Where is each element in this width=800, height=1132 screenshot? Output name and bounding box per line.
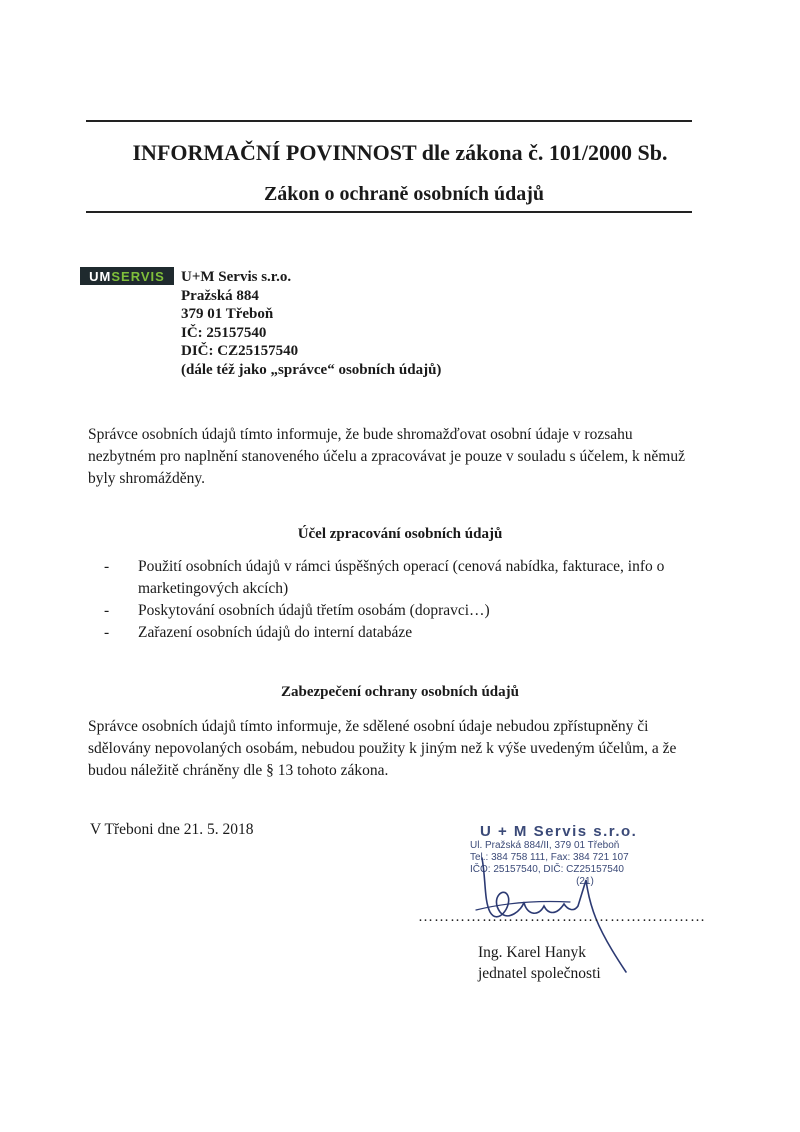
purpose-heading: Účel zpracování osobních údajů [297,526,503,542]
company-name: U+M Servis s.r.o. [181,269,292,285]
document-title: INFORMAČNÍ POVINNOST dle zákona č. 101/2000 Sb. [132,140,668,165]
company-info [181,268,441,379]
signer-role: jednatel společnosti [478,965,601,982]
security-heading: Zabezpečení ochrany osobních údajů [281,684,519,700]
company-ic: IČ: 25157540 [181,324,267,341]
list-item: - Zařazení osobních údajů do interní databáze [104,622,704,644]
intro-paragraph: Správce osobních údajů tímto informuje, že bude shromažďovat osobní údaje v rozsahu nezbytném pro naplnění stanoveného účelu a zpracovávat je pouze v souladu s účelem, k němuž byly shromážděny. [88,426,685,487]
company-logo [80,267,174,285]
security-paragraph: Správce osobních údajů tímto informuje, že sdělené osobní údaje nebudou zpřístupněny či sdělovány nepovolaných osobám, nebudou použity k jiným než k výše uvedeným účelům, a že budou náležitě chráněny dle § 13 tohoto zákona. [88,718,677,779]
stamp-ids: IČO: 25157540, DIČ: CZ25157540 [470,864,624,875]
logo-prefix: UM [89,268,112,284]
stamp-name: U + M Servis s.r.o. [480,823,638,840]
company-stamp [470,823,670,887]
company-city: 379 01 Třeboň [181,306,274,322]
company-note: (dále též jako „správce“ osobních údajů) [181,361,442,378]
stamp-number: (21) [576,876,594,887]
signature-line: ……………………………………………… [418,909,706,925]
logo-text: SERVIS [111,268,165,284]
purpose-list [104,556,704,644]
signer-block [478,942,601,984]
date-place: V Třeboni dne 21. 5. 2018 [90,821,254,838]
document-subtitle: Zákon o ochraně osobních údajů [263,183,545,205]
stamp-phone: Tel.: 384 758 111, Fax: 384 721 107 [470,852,629,863]
company-dic: DIČ: CZ25157540 [181,343,299,359]
bottom-rule [86,211,692,213]
top-rule [86,120,692,122]
company-street: Pražská 884 [181,287,259,304]
stamp-address: Ul. Pražská 884/II, 379 01 Třeboň [470,840,620,851]
signer-name: Ing. Karel Hanyk [478,944,587,961]
list-item: - Poskytování osobních údajů třetím osobám (dopravci…) [104,600,704,622]
list-item: - Použití osobních údajů v rámci úspěšných operací (cenová nabídka, fakturace, info o marketingových akcích) [104,556,704,600]
